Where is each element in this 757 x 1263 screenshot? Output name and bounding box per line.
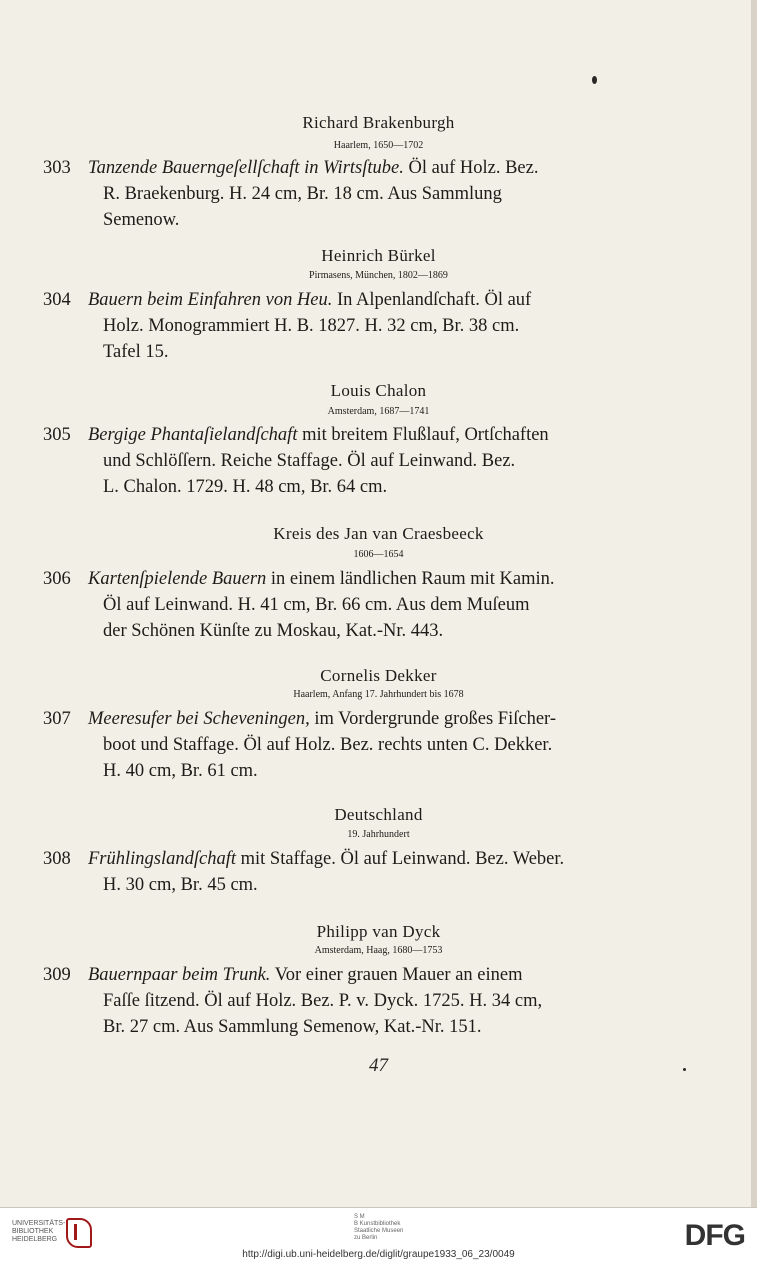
artwork-title: Meeresufer bei Scheveningen, xyxy=(88,709,310,729)
artist-heading: Richard Brakenburgh xyxy=(302,113,455,132)
entry-number: 309 xyxy=(43,965,71,985)
library-name-line: BIBLIOTHEK xyxy=(12,1228,54,1235)
artist-dates: Pirmasens, München, 1802—1869 xyxy=(309,270,448,281)
artwork-title: Bergige Phantaſielandſchaft xyxy=(88,425,298,445)
entry-line: boot und Staffage. Öl auf Holz. Bez. rechts unten C. Dekker. xyxy=(103,735,553,755)
entry-line: und Schlöſſern. Reiche Staffage. Öl auf Leinwand. Bez. xyxy=(103,451,516,471)
entry-number: 307 xyxy=(43,709,71,729)
page-number: 47 xyxy=(369,1055,388,1076)
artist-heading: Kreis des Jan van Craesbeeck xyxy=(273,524,484,543)
artwork-title: Kartenſpielende Bauern xyxy=(88,569,267,589)
entry-line xyxy=(43,155,599,181)
artwork-title: Frühlingslandſchaft xyxy=(88,849,236,869)
entry-line: H. 30 cm, Br. 45 cm. xyxy=(103,875,258,895)
entry-line xyxy=(43,962,599,988)
entry-line xyxy=(43,566,599,592)
entry-line: Öl auf Leinwand. H. 41 cm, Br. 66 cm. Aus dem Muſeum xyxy=(103,595,530,615)
catalog-entry xyxy=(43,422,599,500)
artist-heading: Deutschland xyxy=(334,805,423,824)
ink-speck xyxy=(592,76,597,84)
entry-number: 305 xyxy=(43,425,71,445)
entry-line xyxy=(43,846,599,872)
museum-logo-line: zu Berlin xyxy=(354,1235,378,1241)
catalog-entry xyxy=(43,287,599,365)
entry-line: Semenow. xyxy=(103,210,180,230)
artist-dates: Haarlem, Anfang 17. Jahrhundert bis 1678 xyxy=(293,689,464,700)
entry-line: L. Chalon. 1729. H. 48 cm, Br. 64 cm. xyxy=(103,477,388,497)
library-name-line: UNIVERSITÄTS- xyxy=(12,1220,66,1227)
catalog-entry xyxy=(43,962,599,1040)
catalog-entry xyxy=(43,155,599,233)
entry-line xyxy=(43,287,599,313)
entry-text: Öl auf Holz. Bez. xyxy=(403,158,539,178)
artist-heading: Heinrich Bürkel xyxy=(321,246,436,265)
artwork-title: Bauern beim Einfahren von Heu. xyxy=(88,290,333,310)
entry-text: In Alpenlandſchaft. Öl auf xyxy=(332,290,532,310)
entry-line: Tafel 15. xyxy=(103,342,169,362)
museum-logo-line: B Kunstbibliothek xyxy=(354,1221,401,1227)
entry-line xyxy=(43,706,599,732)
library-name-line: HEIDELBERG xyxy=(12,1236,58,1243)
artist-heading: Cornelis Dekker xyxy=(320,666,437,685)
artist-dates: Amsterdam, Haag, 1680—1753 xyxy=(314,945,443,956)
artist-heading: Louis Chalon xyxy=(330,381,427,400)
catalog-entry xyxy=(43,706,599,784)
entry-number: 308 xyxy=(43,849,71,869)
viewer-footer xyxy=(0,1207,757,1263)
catalog-entry xyxy=(43,846,599,898)
entry-line: R. Braekenburg. H. 24 cm, Br. 18 cm. Aus Sammlung xyxy=(103,184,502,204)
entry-number: 303 xyxy=(43,158,71,178)
entry-text: Vor einer grauen Mauer an einem xyxy=(270,965,523,985)
artist-heading: Philipp van Dyck xyxy=(316,922,441,941)
artist-dates: 1606—1654 xyxy=(353,549,404,560)
artwork-title: Bauernpaar beim Trunk. xyxy=(88,965,271,985)
entry-text: im Vordergrunde großes Fiſcher- xyxy=(309,709,556,729)
entry-line: der Schönen Künſte zu Moskau, Kat.-Nr. 443. xyxy=(103,621,444,641)
entry-number: 304 xyxy=(43,290,71,310)
artist-dates: Haarlem, 1650—1702 xyxy=(333,140,424,151)
entry-number: 306 xyxy=(43,569,71,589)
dfg-logo[interactable]: DFG xyxy=(684,1219,745,1252)
entry-text: mit breitem Flußlauf, Ortſchaften xyxy=(297,425,549,445)
entry-line xyxy=(43,422,599,448)
library-emblem-icon xyxy=(66,1218,92,1248)
museum-logo[interactable] xyxy=(354,1214,403,1242)
permalink-url[interactable]: http://digi.ub.uni-heidelberg.de/diglit/graupe1933_06_23/0049 xyxy=(242,1249,515,1260)
artist-dates: Amsterdam, 1687—1741 xyxy=(327,406,430,417)
entry-text: in einem ländlichen Raum mit Kamin. xyxy=(266,569,555,589)
entry-line: Holz. Monogrammiert H. B. 1827. H. 32 cm, Br. 38 cm. xyxy=(103,316,520,336)
library-logo[interactable] xyxy=(12,1220,65,1244)
artwork-title: Tanzende Bauerngeſellſchaft in Wirtsſtube. xyxy=(88,158,404,178)
catalog-entry xyxy=(43,566,599,644)
entry-line: Faſſe ſitzend. Öl auf Holz. Bez. P. v. Dyck. 1725. H. 34 cm, xyxy=(103,991,543,1011)
entry-text: mit Staffage. Öl auf Leinwand. Bez. Weber. xyxy=(236,849,565,869)
entry-line: H. 40 cm, Br. 61 cm. xyxy=(103,761,258,781)
entry-line: Br. 27 cm. Aus Sammlung Semenow, Kat.-Nr. 151. xyxy=(103,1017,482,1037)
museum-logo-line: Staatliche Museen xyxy=(354,1228,404,1234)
museum-logo-line: S M xyxy=(354,1214,365,1220)
artist-dates: 19. Jahrhundert xyxy=(347,829,410,840)
